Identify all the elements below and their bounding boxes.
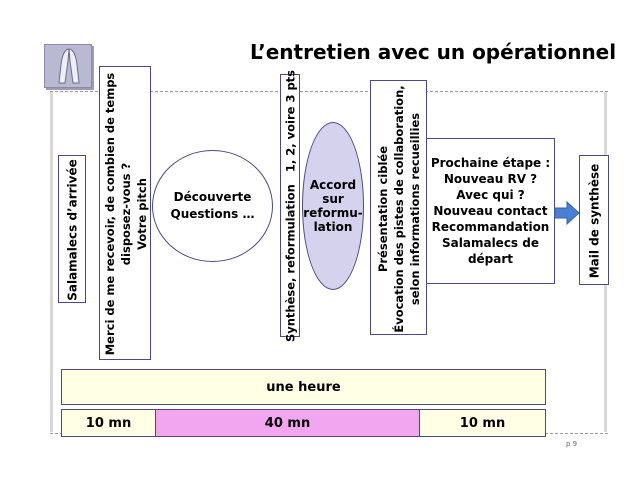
step-merci-line2: disposez-vous ? [119,162,133,266]
step-merci-text [102,73,150,356]
timeline-total [61,369,546,405]
step-synthese-label: Synthèse, reformulation 1, 2, voire 3 pts [283,69,298,343]
step-prochaine-line5: Recommandation [431,220,550,234]
timeline-middle [155,409,420,437]
step-mail-label: Mail de synthèse [587,163,602,279]
step-prochaine-line3: Avec qui ? [456,188,525,202]
timeline-start [61,409,156,437]
timeline-start-label: 10 mn [85,415,132,431]
step-presentation [370,80,427,335]
step-decouverte-line1: Découverte [173,190,252,204]
step-presentation-line3: selon informations recueillies [408,112,422,306]
timeline-total-label: une heure [266,379,341,395]
step-accord-line3: reformu- [303,206,363,220]
logo [44,44,92,88]
step-prochaine-line6: Salamalecs de [442,236,539,250]
step-decouverte-line2: Questions … [170,207,255,221]
timeline-middle-label: 40 mn [264,415,311,431]
step-merci [99,66,151,360]
step-accord-line2: sur [322,192,344,206]
step-merci-line3: Votre pitch [135,178,149,250]
step-decouverte [152,150,273,262]
page-number: p 9 [566,440,578,448]
step-accord-line4: lation [313,220,353,234]
step-presentation-line2: Évocation des pistes de collaboration, [392,85,406,333]
step-salamalecs [58,155,86,303]
logo-icon [45,45,93,89]
step-prochaine-line1: Prochaine étape : [430,156,551,170]
step-salamalecs-label: Salamalecs d’arrivée [65,159,80,301]
step-accord [302,122,364,290]
arrow-right-icon [554,200,580,226]
step-prochaine-line2: Nouveau RV ? [443,172,538,186]
left-guide-stripe [50,92,53,432]
timeline-end-label: 10 mn [459,415,506,431]
page-title: L’entretien avec un opérationnel [250,40,617,64]
step-mail [579,155,609,285]
step-prochaine-line4: Nouveau contact [433,204,548,218]
step-accord-line1: Accord [309,178,357,192]
step-presentation-text [375,85,423,332]
step-prochaine [426,138,555,284]
step-presentation-line1: Présentation ciblée [376,145,390,273]
step-prochaine-line7: départ [467,252,514,266]
timeline-end [419,409,546,437]
step-synthese [280,69,300,343]
step-merci-line1: Merci de me recevoir, de combien de temps [103,72,117,356]
